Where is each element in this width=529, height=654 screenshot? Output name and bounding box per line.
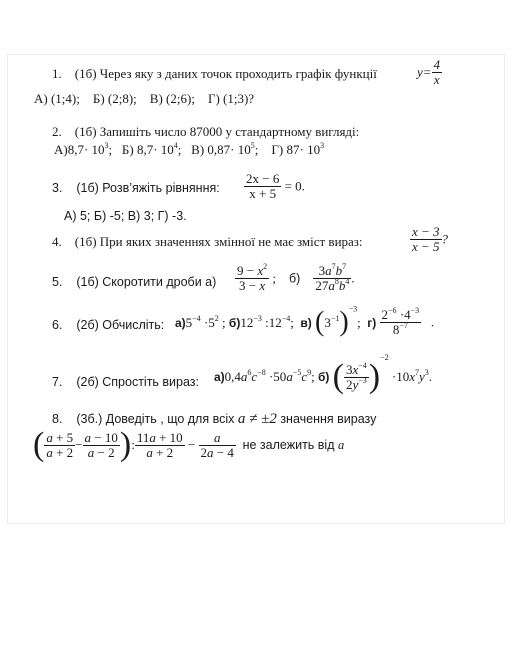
task-1-func-numerator: 4 — [433, 57, 441, 72]
task-3-eq-fraction — [244, 172, 281, 201]
task-3-eq-rhs: = 0. — [284, 178, 305, 194]
task-4-tail: ? — [441, 231, 449, 247]
task-3-eq-denominator: x + 5 — [249, 186, 277, 201]
task-8 — [52, 411, 376, 427]
task-4-number: 4. — [52, 234, 62, 249]
task-3-options: А) 5; Б) -5; В) 3; Г) -3. — [64, 209, 187, 223]
task-1-number: 1. — [52, 66, 62, 81]
task-5 — [52, 274, 216, 290]
task-8-frac-3: $\frac{11a + 10}{a + 2}$ — [136, 429, 183, 460]
task-4-denominator: x − 5 — [412, 239, 440, 254]
task-7-paren-open: ( — [332, 358, 344, 396]
task-8-expression: ( $\frac{a + 5}{a + 2}$ − $\frac{a - 10}{a - 2}$ ): $\frac{11a + 10}{a + 2}$ − $\frac{a}{2a - 4}$ не залежить від a — [33, 426, 345, 463]
task-1-option-d: Г) (1;3)? — [207, 91, 255, 106]
task-7-part-b-tail: $\cdot 10x^7y^3$. — [391, 368, 433, 385]
task-8-number: 8. — [52, 412, 63, 426]
task-7 — [52, 374, 199, 390]
task-2-option-d: Г) $87\cdot 10^3$ — [271, 141, 325, 157]
task-1-func-lhs: y= — [417, 64, 432, 80]
task-2-options — [54, 142, 324, 158]
task-6-part-c: $3^{-1}$ — [324, 313, 340, 330]
task-5-fraction-b: $\frac{3a^7b^7}{27a^8b^4}$ — [315, 262, 350, 293]
task-1-func-denominator: x — [433, 72, 440, 87]
task-6-paren-open: ( — [314, 306, 325, 338]
task-8-tail-var: a — [337, 438, 345, 452]
task-3 — [52, 180, 220, 196]
task-4-expression — [410, 225, 448, 254]
task-8-condition: a ≠ ±2 — [237, 411, 277, 427]
task-8-text: (3б.) Доведіть , що для всіх — [76, 412, 235, 426]
task-6-paren-close: ) — [339, 306, 349, 338]
task-8-frac-2: $\frac{a - 10}{a - 2}$ — [84, 429, 118, 460]
task-6-text: (2б) Обчисліть: — [76, 318, 165, 332]
task-7-text: (2б) Спростіть вираз: — [76, 375, 200, 389]
task-4 — [52, 234, 363, 250]
task-7-part-a: $а)0,4a^6c^{-8} \cdot 50a^{-5}c^9$; б) — [214, 368, 330, 385]
task-2-option-a: $А)8,7\cdot 10^3$; — [54, 141, 113, 157]
task-7-expressions: $а)0,4a^6c^{-8} \cdot 50a^{-5}c^9$; б) ( $\frac{3x^{-4}}{2y^{-3}}$ )$^{-2} \cdot 10x^7y^3$. — [214, 353, 433, 396]
task-6 — [52, 317, 164, 333]
task-5-text: (1б) Скоротити дроби а) — [76, 275, 217, 289]
task-5-label-b: б) — [289, 271, 301, 286]
task-3-number: 3. — [52, 181, 63, 195]
task-5-expressions — [235, 264, 355, 293]
task-5-tail: . — [351, 270, 355, 286]
task-1-option-a: А) (1;4); — [34, 91, 80, 106]
task-6-expressions: $а)5^{-4} \cdot 5^2$ ; $б)12^{-3}$ $:12^{-4}$; в) $(3^{-1})^{-3}$; г) $\frac{2^{-6} \cdot 4^{-3}}{8^{-7}}$ . — [175, 304, 435, 338]
task-2 — [52, 124, 359, 140]
task-1-function — [417, 58, 442, 87]
task-8-paren-close: ) — [119, 426, 132, 463]
task-7-paren-close: ) — [368, 358, 381, 396]
task-1-func-fraction — [432, 58, 443, 87]
task-6-number: 6. — [52, 318, 63, 332]
task-8-frac-4: $\frac{a}{2a - 4}$ — [200, 429, 234, 460]
task-6-part-a: $а)5^{-4} \cdot 5^2$ ; $б)12^{-3}$ $:12^{-4}$; в) — [175, 313, 312, 330]
task-4-numerator: x − 3 — [412, 224, 440, 239]
task-5-fraction-a: $\frac{9 - x^2}{3 - x}$ — [237, 262, 268, 293]
task-1-text: (1б) Через яку з даних точок проходить графік функції — [74, 66, 377, 81]
task-2-text: (1б) Запишіть число 87000 у стандартному вигляді: — [74, 124, 360, 139]
task-7-number: 7. — [52, 375, 63, 389]
task-1 — [52, 66, 377, 82]
task-8-text-2: значення виразу — [280, 412, 377, 426]
task-2-option-c: В) $0,87\cdot 10^5$; — [191, 141, 259, 157]
task-1-options — [34, 91, 254, 107]
task-1-option-c: В) (2;6); — [149, 91, 195, 106]
task-8-tail: не залежить від — [242, 438, 335, 452]
task-6-fraction-d: $\frac{2^{-6} \cdot 4^{-3}}{8^{-7}}$ — [381, 306, 420, 337]
task-7-fraction: $\frac{3x^{-4}}{2y^{-3}}$ — [345, 360, 367, 392]
task-3-equation — [244, 172, 305, 201]
task-8-frac-1: $\frac{a + 5}{a + 2}$ — [46, 429, 74, 460]
task-2-number: 2. — [52, 124, 62, 139]
task-5-number: 5. — [52, 275, 63, 289]
task-4-text: (1б) При яких значеннях змінної не має зміст вираз: — [74, 234, 363, 249]
task-2-option-b: Б) $8,7\cdot 10^4$; — [121, 141, 182, 157]
task-3-eq-numerator: 2x − 6 — [246, 171, 280, 186]
task-8-paren-open: ( — [33, 426, 45, 463]
task-5-separator: ; — [272, 270, 276, 286]
task-3-text: (1б) Розв’яжіть рівняння: — [76, 181, 220, 195]
task-4-fraction — [410, 225, 442, 254]
task-1-option-b: Б) (2;8); — [92, 91, 137, 106]
